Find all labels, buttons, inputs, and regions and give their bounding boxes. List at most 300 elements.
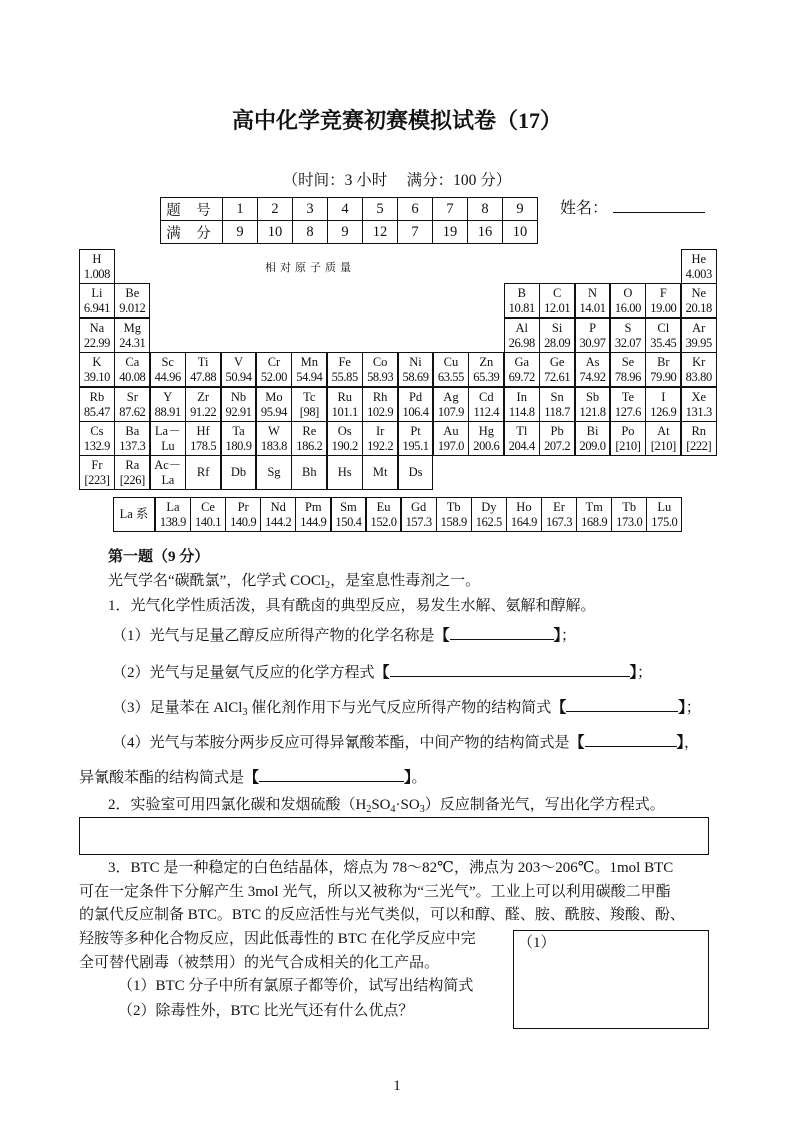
element-cell: [114, 318, 150, 353]
element-symbol: Hf: [196, 424, 210, 438]
atomic-mass: 132.9: [83, 439, 111, 453]
score-label: 满 分: [161, 221, 223, 244]
atomic-mass: 63.55: [437, 370, 465, 385]
atomic-mass: 158.9: [440, 515, 467, 529]
element-symbol: I: [661, 389, 666, 404]
element-symbol: Na: [89, 320, 105, 335]
element-symbol: Ca: [125, 355, 140, 370]
text: 催化剂作用下与光气反应所得产物的结构简式: [247, 700, 552, 716]
atomic-mass: 114.8: [508, 404, 535, 419]
part-2-text: [108, 796, 665, 814]
answer-box-label: （1）: [518, 935, 556, 951]
element-cell: [610, 318, 646, 353]
element-cell: [114, 455, 150, 490]
atomic-mass: 121.8: [579, 404, 606, 419]
atomic-mass: 24.31: [119, 335, 146, 350]
element-cell: [468, 421, 504, 456]
element-symbol: He: [691, 252, 707, 266]
atomic-mass: 183.8: [260, 439, 288, 453]
element-cell: [150, 352, 186, 387]
element-symbol: Ge: [549, 355, 565, 370]
element-cell: [114, 352, 150, 387]
text: （3）足量苯在 AlCl: [112, 700, 243, 716]
atomic-mass: 87.62: [119, 404, 146, 419]
element-symbol: Ho: [516, 500, 532, 514]
bracket: 】: [553, 628, 562, 644]
element-cell: [79, 421, 115, 456]
atomic-mass: 107.9: [437, 404, 465, 419]
element-symbol: Zr: [197, 389, 210, 404]
atomic-mass: [98]: [299, 404, 319, 419]
element-cell: [221, 421, 257, 456]
element-symbol: Ta: [232, 424, 245, 438]
element-symbol: Si: [551, 320, 563, 335]
element-cell: [114, 387, 150, 422]
question-score: 9: [328, 221, 363, 244]
element-symbol: Sg: [267, 465, 281, 480]
question-score: 8: [293, 221, 328, 244]
lanthanide-cell: [506, 497, 542, 532]
lanthanide-cell: [646, 497, 682, 532]
element-symbol: In: [516, 389, 527, 404]
element-symbol: H: [92, 252, 102, 266]
atomic-mass: 54.94: [296, 370, 323, 385]
lanthanide-cell: [576, 497, 612, 532]
element-symbol: S: [624, 320, 632, 335]
question-score: 9: [223, 221, 258, 244]
element-symbol: Dy: [481, 500, 497, 514]
element-cell: [468, 387, 504, 422]
element-symbol: W: [268, 424, 280, 438]
answer-box-part-2[interactable]: [79, 817, 709, 855]
text: 异氰酸苯酯的结构简式是: [79, 770, 245, 786]
element-cell: [610, 387, 646, 422]
atomic-mass: 180.9: [225, 439, 252, 453]
answer-blank-2[interactable]: [390, 662, 630, 677]
element-symbol: Bi: [586, 424, 599, 438]
element-symbol: At: [657, 424, 670, 438]
element-symbol: Pr: [237, 500, 249, 514]
element-symbol: Er: [553, 500, 565, 514]
atomic-mass: 112.4: [473, 404, 500, 419]
element-symbol: La: [166, 500, 180, 514]
atomic-mass: 91.22: [190, 404, 217, 419]
bracket: 】: [629, 665, 638, 681]
text: （2）光气与足量氨气反应的化学方程式: [112, 665, 375, 681]
subquestion-4-cont: [79, 767, 427, 787]
atomic-mass: 186.2: [296, 439, 323, 453]
element-symbol: Rh: [372, 389, 388, 404]
element-symbol: O: [623, 286, 633, 301]
text: ）反应制备光气，写出化学方程式。: [424, 797, 665, 813]
atomic-mass: 164.9: [510, 515, 538, 529]
element-symbol: Cu: [443, 355, 459, 370]
atomic-mass: 92.91: [225, 404, 252, 419]
atomic-mass: 140.9: [230, 515, 257, 529]
element-symbol: B: [517, 286, 526, 301]
element-symbol: Se: [621, 355, 635, 370]
element-symbol: Co: [372, 355, 388, 370]
question-score: 19: [433, 221, 468, 244]
element-cell: [291, 352, 327, 387]
atomic-mass: 118.7: [544, 404, 570, 419]
atomic-mass: 85.47: [83, 404, 111, 419]
element-symbol: Y: [163, 389, 173, 404]
element-symbol: Be: [125, 286, 140, 301]
element-symbol: Po: [621, 424, 635, 438]
atomic-mass: 79.90: [650, 370, 677, 385]
element-symbol: Li: [91, 286, 103, 301]
element-cell: [398, 421, 434, 456]
question-number: 4: [328, 198, 363, 221]
text: 光气学名“碳酰氯”，化学式 COCl: [108, 573, 326, 589]
question-number: 1: [223, 198, 258, 221]
atomic-mass: 47.88: [190, 370, 217, 385]
score-table: [160, 197, 538, 244]
question-score: 16: [468, 221, 503, 244]
lanthanide-cell: [331, 497, 367, 532]
element-cell: [433, 352, 469, 387]
part-3-line: 3．BTC 是一种稳定的白色结晶体，熔点为 78～82℃，沸点为 203～206℃。1mol BTC: [108, 860, 674, 876]
element-cell: [256, 421, 292, 456]
part-3-line: 可在一定条件下分解产生 3mol 光气，所以又被称为“三光气”。工业上可以利用碳酸二甲酯: [79, 884, 671, 900]
element-symbol: Lu: [657, 500, 672, 514]
bracket: 【: [551, 700, 567, 716]
element-symbol: Eu: [376, 500, 391, 514]
element-symbol: Tb: [446, 500, 461, 514]
element-symbol: Ba: [125, 424, 140, 438]
lanthanide-cell: [541, 497, 577, 532]
bracket: 【: [434, 628, 450, 644]
punct: ；: [685, 700, 701, 716]
lanthanide-cell: [260, 497, 296, 532]
atomic-mass: 20.18: [685, 301, 712, 316]
atomic-mass: 127.6: [614, 404, 642, 419]
element-symbol: K: [92, 355, 102, 370]
atomic-mass: 192.2: [367, 439, 394, 453]
element-cell: [539, 421, 575, 456]
atomic-mass: 209.0: [579, 439, 606, 453]
element-cell: [504, 421, 540, 456]
element-cell: [221, 387, 257, 422]
atomic-mass: 55.85: [331, 370, 358, 385]
element-symbol: Tb: [622, 500, 637, 514]
element-cell: [150, 455, 186, 490]
atomic-mass: 58.93: [367, 370, 394, 385]
element-symbol: Re: [302, 424, 317, 438]
subquestion-2: [112, 662, 652, 682]
subscript: 2: [366, 804, 372, 815]
bracket: 】: [676, 735, 685, 751]
element-symbol: Mo: [265, 389, 283, 404]
element-symbol: Ti: [197, 355, 209, 370]
element-symbol: Sr: [126, 389, 138, 404]
lanthanide-cell: [295, 497, 331, 532]
part-3-question-2: （2）除毒性外，BTC 比光气还有什么优点？: [118, 1003, 414, 1019]
element-cell: [291, 455, 327, 490]
part-3-line: 全可替代剧毒（被禁用）的光气合成相关的化工产品。: [79, 955, 440, 971]
element-cell: [221, 455, 257, 490]
element-symbol: Hs: [337, 465, 352, 480]
element-symbol: Sn: [550, 389, 564, 404]
text: ·SO: [395, 797, 420, 813]
element-cell: [79, 352, 115, 387]
answer-box-part-3[interactable]: [513, 930, 709, 1029]
element-symbol: Gd: [410, 500, 427, 514]
atomic-mass: 167.3: [545, 515, 573, 529]
atomic-mass: 44.96: [154, 370, 181, 385]
atomic-mass: 207.2: [544, 439, 571, 453]
element-symbol: Rf: [196, 465, 210, 480]
name-label: 姓名：: [560, 200, 609, 217]
element-cell: [327, 455, 363, 490]
atomic-mass: La: [161, 473, 174, 488]
element-symbol: Ds: [408, 465, 423, 480]
element-cell: [504, 318, 540, 353]
atomic-mass: 39.10: [83, 370, 111, 385]
subscript: 2: [325, 580, 331, 591]
atomic-mass: 162.5: [475, 515, 502, 529]
atomic-mass: 204.4: [508, 439, 535, 453]
subquestion-4: [112, 732, 699, 752]
element-symbol: Pt: [410, 424, 421, 438]
element-symbol: La－: [154, 424, 181, 438]
atomic-mass: 150.4: [335, 515, 362, 529]
atomic-mass: 74.92: [579, 370, 606, 385]
element-cell: [150, 387, 186, 422]
question-number: 6: [398, 198, 433, 221]
element-cell: [645, 283, 681, 318]
atomic-mass: 4.003: [685, 267, 712, 281]
element-symbol: Sb: [585, 389, 600, 404]
element-cell: [79, 318, 115, 353]
atomic-mass: [210]: [615, 439, 641, 453]
element-cell: [221, 352, 257, 387]
text: 2．实验室可用四氯化碳和发烟硫酸（H: [108, 797, 367, 813]
element-cell: [398, 455, 434, 490]
lanthanide-cell: [611, 497, 647, 532]
element-cell: [79, 387, 115, 422]
atomic-mass: 19.00: [650, 301, 677, 316]
atomic-mass: 26.98: [508, 335, 535, 350]
element-cell: [645, 318, 681, 353]
element-cell: [433, 387, 469, 422]
element-symbol: P: [589, 320, 597, 335]
atomic-mass: 10.81: [508, 301, 535, 316]
punct: ；: [637, 665, 653, 681]
element-symbol: Nd: [270, 500, 286, 514]
element-cell: [291, 387, 327, 422]
atomic-mass: Lu: [161, 439, 175, 453]
subquestion-3: [112, 697, 701, 717]
page-title: 高中化学竞赛初赛模拟试卷（17）: [231, 108, 562, 133]
text: （4）光气与苯胺分两步反应可得异氰酸苯酯，中间产物的结构简式是: [112, 735, 570, 751]
element-symbol: Kr: [692, 355, 706, 370]
atomic-mass: 138.9: [159, 515, 187, 529]
page-number: 1: [393, 1078, 401, 1094]
element-symbol: Rn: [691, 424, 707, 438]
element-cell: [256, 455, 292, 490]
element-symbol: Ga: [514, 355, 530, 370]
atomic-mass: 197.0: [437, 439, 465, 453]
element-symbol: Ag: [443, 389, 459, 404]
element-cell: [327, 387, 363, 422]
element-symbol: Ru: [337, 389, 353, 404]
element-cell: [185, 421, 221, 456]
subscript: 3: [242, 707, 248, 718]
atomic-mass: 152.0: [370, 515, 397, 529]
score-row-points: [161, 221, 538, 244]
answer-blank-3[interactable]: [566, 697, 678, 712]
part-1-text: 1．光气化学性质活泼，具有酰卤的典型反应，易发生水解、氨解和醇解。: [108, 598, 596, 614]
question-score: 10: [258, 221, 293, 244]
answer-blank-1[interactable]: [450, 625, 554, 640]
element-symbol: Db: [230, 465, 247, 480]
atomic-mass: 16.00: [614, 301, 642, 316]
atomic-mass: 157.3: [405, 515, 432, 529]
atomic-mass: 35.45: [650, 335, 677, 350]
element-symbol: C: [552, 286, 562, 301]
question-1-heading: 第一题（9 分）: [108, 549, 210, 565]
element-symbol: Tl: [516, 424, 528, 438]
score-row-numbers: [161, 198, 538, 221]
atomic-mass: 65.39: [473, 370, 500, 385]
element-cell: [291, 421, 327, 456]
question-number: 9: [503, 198, 538, 221]
element-cell: [575, 421, 611, 456]
element-symbol: V: [234, 355, 244, 370]
punct: ，: [684, 735, 700, 751]
question-number: 8: [468, 198, 503, 221]
answer-blank-4b[interactable]: [259, 767, 404, 782]
element-cell: [645, 352, 681, 387]
atomic-mass: 14.01: [579, 301, 606, 316]
score-label: 题 号: [161, 198, 223, 221]
part-3-question-1: （1）BTC 分子中所有氯原子都等价，试写出结构简式: [118, 978, 474, 994]
element-cell: [504, 387, 540, 422]
element-cell: [185, 455, 221, 490]
element-symbol: Br: [657, 355, 670, 370]
atomic-mass: 6.941: [83, 301, 111, 316]
element-cell: [114, 421, 150, 456]
atomic-mass: 28.09: [544, 335, 571, 350]
bracket: 【: [374, 665, 390, 681]
atomic-mass: 78.96: [614, 370, 642, 385]
element-cell: [256, 387, 292, 422]
lanthanide-label: La 系: [113, 497, 155, 532]
element-symbol: Ra: [125, 458, 140, 473]
question-number: 7: [433, 198, 468, 221]
element-symbol: N: [588, 286, 598, 301]
lanthanide-cell: [471, 497, 507, 532]
element-symbol: Cr: [267, 355, 281, 370]
name-field[interactable]: [613, 212, 705, 213]
element-symbol: Ac－: [154, 458, 182, 473]
atomic-mass: 95.94: [260, 404, 288, 419]
atomic-mass: 88.91: [154, 404, 181, 419]
question-number: 2: [258, 198, 293, 221]
lanthanide-cell: [366, 497, 402, 532]
element-cell: [610, 421, 646, 456]
atomic-mass: [223]: [84, 473, 110, 488]
bracket: 】: [678, 700, 686, 716]
atomic-mass: [226]: [119, 473, 145, 488]
atomic-mass: 200.6: [473, 439, 500, 453]
element-symbol: Mn: [300, 355, 319, 370]
atomic-mass: 1.008: [83, 267, 111, 281]
element-cell: [539, 352, 575, 387]
question-score: 12: [363, 221, 398, 244]
element-cell: [398, 387, 434, 422]
element-symbol: F: [659, 286, 667, 301]
subscript: 3: [419, 804, 425, 815]
atomic-mass: 32.07: [614, 335, 642, 350]
element-symbol: Al: [515, 320, 528, 335]
element-symbol: Sc: [161, 355, 174, 370]
element-cell: [681, 387, 717, 422]
element-cell: [362, 352, 398, 387]
element-symbol: Ne: [691, 286, 707, 301]
element-cell: [681, 318, 717, 353]
atomic-mass: 9.012: [119, 301, 146, 316]
atomic-mass: 144.2: [265, 515, 292, 529]
atomic-mass: 140.1: [194, 515, 222, 529]
element-cell: [327, 352, 363, 387]
element-cell: [539, 318, 575, 353]
element-symbol: Te: [621, 389, 635, 404]
element-cell: [468, 352, 504, 387]
atomic-mass: 102.9: [367, 404, 394, 419]
bracket: 【: [244, 770, 260, 786]
element-symbol: As: [585, 355, 600, 370]
element-symbol: Bh: [302, 465, 317, 480]
atomic-mass: 50.94: [225, 370, 252, 385]
element-cell: [398, 352, 434, 387]
element-symbol: Tc: [303, 389, 316, 404]
element-cell: [362, 387, 398, 422]
element-symbol: Pm: [304, 500, 322, 514]
element-cell: [645, 421, 681, 456]
element-symbol: Nb: [230, 389, 247, 404]
lanthanide-cell: [190, 497, 226, 532]
element-cell: [504, 283, 540, 318]
element-cell: [185, 387, 221, 422]
element-cell: [539, 283, 575, 318]
element-cell: [79, 283, 115, 318]
atomic-mass: 195.1: [402, 439, 429, 453]
atomic-mass: 22.99: [83, 335, 111, 350]
atomic-mass: 126.9: [650, 404, 677, 419]
atomic-mass: 144.9: [300, 515, 327, 529]
atomic-mass: 69.72: [508, 370, 535, 385]
element-cell: [575, 318, 611, 353]
atomic-mass: 178.5: [190, 439, 217, 453]
element-symbol: Os: [337, 424, 352, 438]
periodic-table-label: 相对原子质量: [265, 262, 355, 274]
answer-blank-4a[interactable]: [585, 732, 677, 747]
question-number: 3: [293, 198, 328, 221]
element-symbol: Cd: [479, 389, 494, 404]
element-cell: [575, 283, 611, 318]
element-cell: [362, 421, 398, 456]
bracket: 【: [569, 735, 585, 751]
element-symbol: Pb: [550, 424, 564, 438]
exam-info: （时间：3 小时 满分：100 分）: [282, 172, 512, 189]
bracket: 】: [404, 770, 412, 786]
atomic-mass: 137.3: [119, 439, 146, 453]
element-symbol: Hg: [478, 424, 494, 438]
element-cell: [681, 283, 717, 318]
